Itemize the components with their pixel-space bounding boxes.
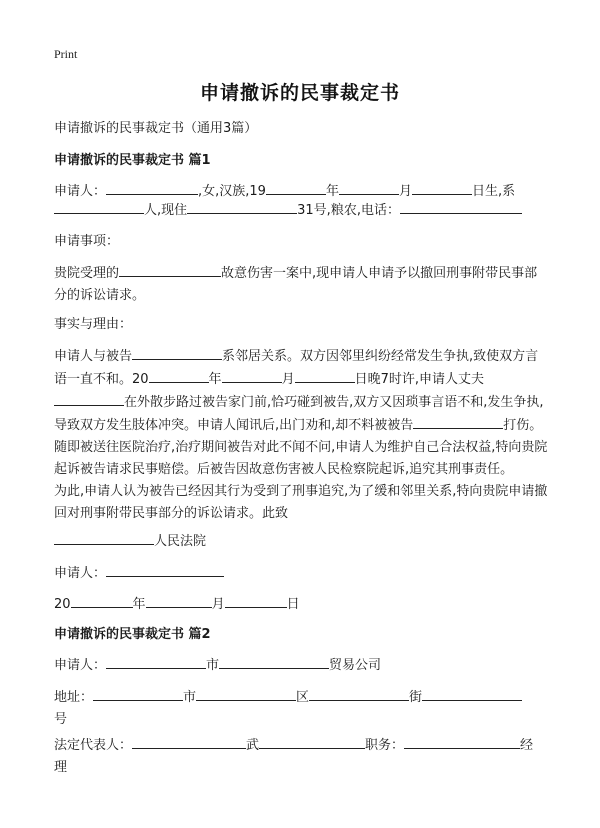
rep-wu-text: 武 [246,738,260,753]
addr-district-text: 区 [296,690,310,705]
defendant-name-blank [413,414,503,429]
addr-district-blank [196,686,296,701]
matters-paragraph [54,262,550,307]
date-line [54,593,550,616]
birth-month-blank [339,180,399,195]
facts-d: 月 [281,372,295,387]
signature-blank [106,562,224,577]
court-text: 人民法院 [154,534,207,549]
matters-label: 申请事项： [54,234,120,249]
addr-street-text: 街 [409,690,423,705]
section-1-heading: 申请撤诉的民事裁定书 篇1 [54,153,211,168]
residence-text: 人,现住 [144,203,188,218]
addr-street-blank [309,686,409,701]
addr-number-text: 号 [54,712,68,727]
day-text: 日生,系 [472,184,516,199]
address-label: 地址： [54,690,94,705]
date-month: 月 [211,597,225,612]
conclusion-paragraph: 为此,申请人认为被告已经因其行为受到了刑事追究,为了缓和邻里关系,特向贵院申请撤回对刑事附带民事部分的诉讼请求。此致 [54,484,548,521]
address-line [54,686,550,731]
date-prefix: 20 [54,597,71,612]
matters-text-a: 贵院受理的 [54,266,120,281]
sign-month-blank [146,593,212,608]
rep-name2-blank [259,734,365,749]
company-type-text: 贸易公司 [329,658,382,673]
facts-e: 日晚7时许,申请人丈夫 [354,372,484,387]
facts-c: 年 [208,372,222,387]
rep-position-label: 职务： [365,738,405,753]
date-year: 年 [132,597,146,612]
rep-name-blank [132,734,246,749]
facts-g: 打伤。随即被送往医院治疗,治疗期间被告对此不闻不问,申请人为维护自己合法权益,特向贵院起诉被告请求民事赔偿。后被告因故意伤害被人民检察院起诉,追究其刑事责任。 [54,418,548,477]
signature-label: 申请人： [54,566,107,581]
addr-city-blank [93,686,183,701]
birth-year-blank [266,180,326,195]
incident-day-blank [295,368,355,383]
facts-paragraph [54,345,550,481]
birth-day-blank [412,180,472,195]
month-text: 月 [398,184,412,199]
page-title: 申请撤诉的民事裁定书 [199,82,400,104]
facts-f: 在外散步路过被告家门前,恰巧碰到被告,双方又因琐事言语不和,发生争执,导致双方发生肢体冲突。申请人闻讯后,出门劝和,却不料被被告 [54,395,544,433]
facts-label: 事实与理由： [54,317,133,332]
name-blank [106,180,198,195]
origin-blank [54,199,144,214]
phone-blank [400,199,522,214]
company-applicant-label: 申请人： [54,658,107,673]
sign-day-blank [225,593,287,608]
sign-year-blank [71,593,133,608]
applicant-line-2 [54,199,550,222]
court-line [54,530,550,553]
facts-b: 系邻居关系。双方因邻里纠纷经常发生争执,致使双方言语一直不和。20 [54,349,539,387]
company-city-text: 市 [206,658,220,673]
print-label[interactable]: Print [54,47,78,61]
defendant-blank [132,345,222,360]
applicant-label: 申请人： [54,184,107,199]
address-blank [187,199,297,214]
case-blank [119,262,221,277]
matters-text-b: 故意伤害一案中,现申请人申请予以撤回刑事附带民事部分的诉讼请求。 [54,266,538,303]
incident-month-blank [222,368,282,383]
date-day: 日 [286,597,300,612]
rep-position-blank [404,734,520,749]
document-subtitle: 申请撤诉的民事裁定书（通用3篇） [54,121,258,136]
facts-a: 申请人与被告 [54,349,133,364]
year-text: 年 [325,184,339,199]
addr-number-blank [422,686,522,701]
court-blank [54,530,154,545]
rep-manager-b: 理 [54,760,68,775]
gender-ethnic-text: ,女,汉族,19 [198,184,266,199]
section-2-heading: 申请撤诉的民事裁定书 篇2 [54,627,211,642]
addr-city-text: 市 [183,690,197,705]
company-city-blank [106,654,206,669]
husband-name-blank [54,391,124,406]
rep-manager-a: 经 [520,738,534,753]
phone-text: 31号,粮农,电话： [297,203,400,218]
incident-year-blank [149,368,209,383]
signature-line [54,562,550,585]
company-name-blank [219,654,329,669]
representative-label: 法定代表人： [54,738,133,753]
company-line [54,654,550,677]
representative-line [54,734,550,779]
